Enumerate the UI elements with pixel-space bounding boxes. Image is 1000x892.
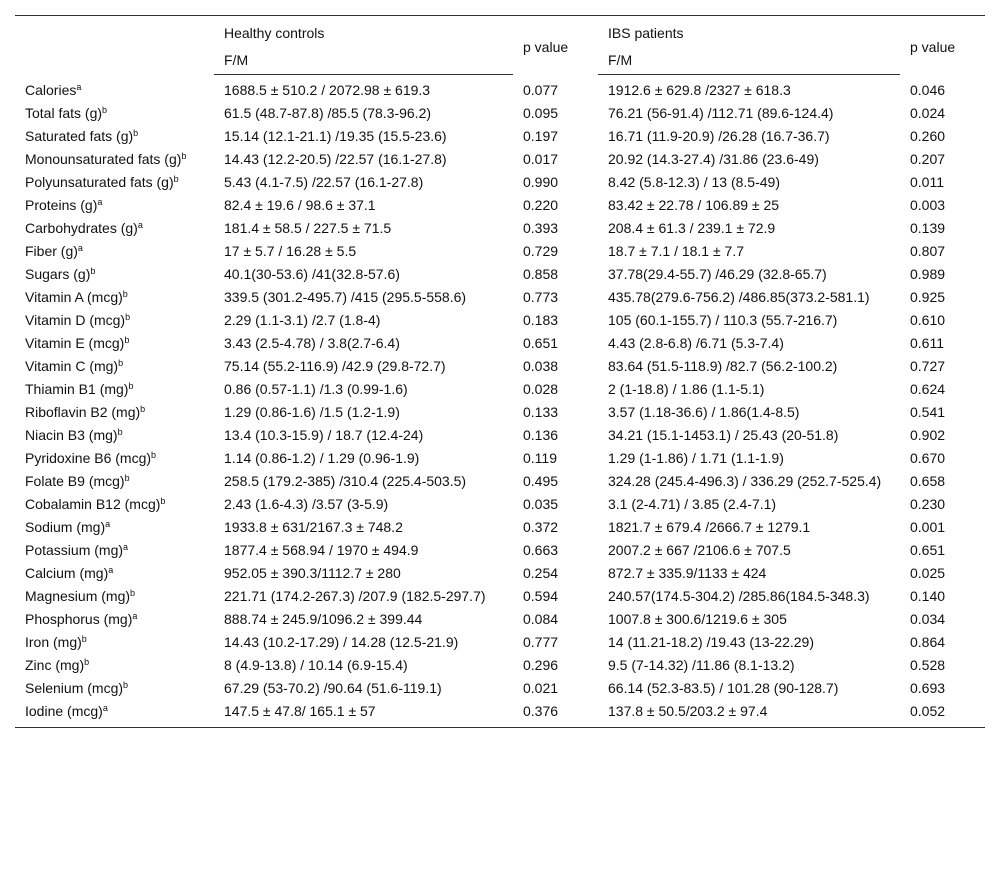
nutrient-footnote-marker: b (124, 473, 130, 483)
nutrient-name (15, 148, 214, 171)
healthy-controls-p-value: 0.095 (523, 105, 559, 121)
header-sex-ibs: F/M (598, 47, 900, 75)
ibs-patients-value: 240.57(174.5-304.2) /285.86(184.5-348.3) (608, 588, 870, 604)
healthy-controls-p-value: 0.220 (523, 197, 559, 213)
table-row (15, 516, 985, 539)
nutrient-label: Calcium (mg) (25, 565, 109, 581)
ibs-patients-value: 83.64 (51.5-118.9) /82.7 (56.2-100.2) (608, 358, 838, 374)
nutrient-footnote-marker: b (118, 358, 124, 368)
table-row (15, 585, 985, 608)
healthy-controls-value: 258.5 (179.2-385) /310.4 (225.4-503.5) (224, 473, 467, 489)
nutrient-label: Vitamin D (mcg) (25, 312, 126, 328)
nutrient-label: Fiber (g) (25, 243, 78, 259)
ibs-patients-value: 3.57 (1.18-36.6) / 1.86(1.4-8.5) (608, 404, 800, 420)
table-row (15, 75, 985, 103)
healthy-controls-value: 82.4 ± 19.6 / 98.6 ± 37.1 (224, 197, 376, 213)
healthy-controls-p-value: 0.990 (523, 174, 559, 190)
nutrient-label: Phosphorus (mg) (25, 611, 133, 627)
nutrient-label: Total fats (g) (25, 105, 103, 121)
ibs-patients-value: 3.1 (2-4.71) / 3.85 (2.4-7.1) (608, 496, 777, 512)
header-healthy-controls: Healthy controls (224, 25, 325, 41)
nutrient-footnote-marker: a (132, 611, 138, 621)
nutrient-footnote-marker: b (140, 404, 146, 414)
ibs-patients-p-value: 0.670 (910, 450, 946, 466)
nutrient-label: Carbohydrates (g) (25, 220, 138, 236)
ibs-patients-value: 2007.2 ± 667 /2106.6 ± 707.5 (608, 542, 791, 558)
nutrient-name (15, 263, 214, 286)
healthy-controls-value: 14.43 (12.2-20.5) /22.57 (16.1-27.8) (224, 151, 447, 167)
ibs-patients-value: 83.42 ± 22.78 / 106.89 ± 25 (608, 197, 780, 213)
table-row (15, 355, 985, 378)
table-row (15, 470, 985, 493)
healthy-controls-value: 952.05 ± 390.3/1112.7 ± 280 (224, 565, 401, 581)
nutrient-label: Pyridoxine B6 (mcg) (25, 450, 152, 466)
healthy-controls-p-value: 0.729 (523, 243, 559, 259)
ibs-patients-value: 105 (60.1-155.7) / 110.3 (55.7-216.7) (608, 312, 838, 328)
table-row (15, 493, 985, 516)
table-row (15, 562, 985, 585)
ibs-patients-p-value: 0.693 (910, 680, 946, 696)
table-row (15, 102, 985, 125)
nutrient-label: Cobalamin B12 (mcg) (25, 496, 161, 512)
ibs-patients-p-value: 0.011 (910, 174, 944, 190)
table-row (15, 447, 985, 470)
ibs-patients-p-value: 0.003 (910, 197, 946, 213)
nutrient-footnote-marker: b (123, 680, 129, 690)
table-row (15, 332, 985, 355)
nutrient-label: Iron (mg) (25, 634, 82, 650)
nutrient-name (15, 424, 214, 447)
healthy-controls-value: 888.74 ± 245.9/1096.2 ± 399.44 (224, 611, 423, 627)
healthy-controls-p-value: 0.077 (523, 81, 559, 98)
nutrient-label: Sodium (mg) (25, 519, 106, 535)
healthy-controls-p-value: 0.495 (523, 473, 559, 489)
ibs-patients-value: 208.4 ± 61.3 / 239.1 ± 72.9 (608, 220, 776, 236)
ibs-patients-p-value: 0.541 (910, 404, 946, 420)
nutrient-label: Niacin B3 (mg) (25, 427, 118, 443)
nutrient-name (15, 102, 214, 125)
healthy-controls-value: 15.14 (12.1-21.1) /19.35 (15.5-23.6) (224, 128, 447, 144)
nutrient-footnote-marker: b (124, 335, 130, 345)
ibs-patients-value: 1821.7 ± 679.4 /2666.7 ± 1279.1 (608, 519, 811, 535)
ibs-patients-p-value: 0.260 (910, 128, 946, 144)
table-row (15, 608, 985, 631)
ibs-patients-p-value: 0.611 (910, 335, 944, 351)
table-row (15, 217, 985, 240)
nutrient-label: Folate B9 (mcg) (25, 473, 125, 489)
ibs-patients-value: 2 (1-18.8) / 1.86 (1.1-5.1) (608, 381, 765, 397)
ibs-patients-p-value: 0.024 (910, 105, 946, 121)
table-row (15, 263, 985, 286)
nutrient-label: Sugars (g) (25, 266, 91, 282)
ibs-patients-value: 435.78(279.6-756.2) /486.85(373.2-581.1) (608, 289, 870, 305)
header-p-value-1: p value (523, 38, 569, 55)
nutrient-name (15, 539, 214, 562)
ibs-patients-value: 16.71 (11.9-20.9) /26.28 (16.7-36.7) (608, 128, 830, 144)
ibs-patients-p-value: 0.139 (910, 220, 946, 236)
healthy-controls-value: 13.4 (10.3-15.9) / 18.7 (12.4-24) (224, 427, 424, 443)
ibs-patients-value: 66.14 (52.3-83.5) / 101.28 (90-128.7) (608, 680, 839, 696)
nutrient-footnote-marker: a (102, 703, 108, 713)
healthy-controls-value: 3.43 (2.5-4.78) / 3.8(2.7-6.4) (224, 335, 400, 351)
nutrient-footnote-marker: b (128, 381, 134, 391)
table-row (15, 654, 985, 677)
nutrient-name (15, 240, 214, 263)
nutrient-name (15, 608, 214, 631)
nutrient-footnote-marker: a (137, 220, 143, 230)
ibs-patients-value: 1912.6 ± 629.8 /2327 ± 618.3 (608, 82, 791, 98)
healthy-controls-p-value: 0.084 (523, 611, 559, 627)
nutrient-label: Vitamin C (mg) (25, 358, 119, 374)
ibs-patients-value: 4.43 (2.8-6.8) /6.71 (5.3-7.4) (608, 335, 784, 351)
nutrient-footnote-marker: a (97, 197, 103, 207)
nutrient-name (15, 585, 214, 608)
nutrient-footnote-marker: a (76, 81, 82, 92)
ibs-patients-value: 37.78(29.4-55.7) /46.29 (32.8-65.7) (608, 266, 827, 282)
ibs-patients-value: 1007.8 ± 300.6/1219.6 ± 305 (608, 611, 787, 627)
ibs-patients-p-value: 0.046 (910, 81, 946, 98)
nutrient-label: Saturated fats (g) (25, 128, 134, 144)
table-row (15, 171, 985, 194)
ibs-patients-value: 8.42 (5.8-12.3) / 13 (8.5-49) (608, 174, 780, 190)
header-empty-cell (15, 47, 214, 75)
nutrient-name (15, 516, 214, 539)
ibs-patients-p-value: 0.025 (910, 565, 946, 581)
ibs-patients-p-value: 0.807 (910, 243, 946, 259)
healthy-controls-value: 181.4 ± 58.5 / 227.5 ± 71.5 (224, 220, 392, 236)
nutrient-label: Riboflavin B2 (mg) (25, 404, 141, 420)
ibs-patients-p-value: 0.902 (910, 427, 946, 443)
nutrient-name (15, 677, 214, 700)
healthy-controls-p-value: 0.773 (523, 289, 559, 305)
healthy-controls-value: 1877.4 ± 568.94 / 1970 ± 494.9 (224, 542, 419, 558)
healthy-controls-value: 14.43 (10.2-17.29) / 14.28 (12.5-21.9) (224, 634, 459, 650)
table-row (15, 424, 985, 447)
healthy-controls-value: 67.29 (53-70.2) /90.64 (51.6-119.1) (224, 680, 442, 696)
healthy-controls-p-value: 0.017 (523, 151, 559, 167)
healthy-controls-value: 8 (4.9-13.8) / 10.14 (6.9-15.4) (224, 657, 408, 673)
nutrient-name (15, 217, 214, 240)
nutrient-footnote-marker: b (117, 427, 123, 437)
nutrient-footnote-marker: b (133, 128, 139, 138)
nutrient-name (15, 194, 214, 217)
nutrient-footnote-marker: b (122, 289, 128, 299)
healthy-controls-p-value: 0.035 (523, 496, 559, 512)
ibs-patients-p-value: 0.925 (910, 289, 946, 305)
nutrient-footnote-marker: b (125, 312, 131, 322)
healthy-controls-p-value: 0.594 (523, 588, 559, 604)
nutrient-footnote-marker: a (105, 519, 111, 529)
nutrient-label: Zinc (mg) (25, 657, 85, 673)
ibs-patients-p-value: 0.864 (910, 634, 946, 650)
healthy-controls-p-value: 0.372 (523, 519, 559, 535)
nutrient-footnote-marker: b (90, 266, 96, 276)
healthy-controls-p-value: 0.183 (523, 312, 559, 328)
ibs-patients-value: 76.21 (56-91.4) /112.71 (89.6-124.4) (608, 105, 834, 121)
table-row (15, 309, 985, 332)
healthy-controls-value: 61.5 (48.7-87.8) /85.5 (78.3-96.2) (224, 105, 432, 121)
table-row (15, 700, 985, 728)
healthy-controls-value: 0.86 (0.57-1.1) /1.3 (0.99-1.6) (224, 381, 408, 397)
nutrient-footnote-marker: a (77, 243, 83, 253)
healthy-controls-value: 40.1(30-53.6) /41(32.8-57.6) (224, 266, 400, 282)
healthy-controls-value: 1688.5 ± 510.2 / 2072.98 ± 619.3 (224, 82, 431, 98)
healthy-controls-p-value: 0.028 (523, 381, 559, 397)
ibs-patients-value: 20.92 (14.3-27.4) /31.86 (23.6-49) (608, 151, 819, 167)
ibs-patients-p-value: 0.624 (910, 381, 946, 397)
table-row (15, 631, 985, 654)
nutrient-name (15, 125, 214, 148)
ibs-patients-value: 34.21 (15.1-1453.1) / 25.43 (20-51.8) (608, 427, 839, 443)
table-row (15, 286, 985, 309)
healthy-controls-p-value: 0.038 (523, 358, 559, 374)
nutrient-footnote-marker: b (102, 105, 108, 115)
nutrient-label: Thiamin B1 (mg) (25, 381, 129, 397)
nutrient-label: Vitamin A (mcg) (25, 289, 123, 305)
healthy-controls-p-value: 0.296 (523, 657, 559, 673)
healthy-controls-p-value: 0.376 (523, 703, 559, 719)
table-row (15, 677, 985, 700)
ibs-patients-p-value: 0.989 (910, 266, 946, 282)
nutrient-name (15, 700, 214, 728)
ibs-patients-p-value: 0.230 (910, 496, 946, 512)
healthy-controls-value: 221.71 (174.2-267.3) /207.9 (182.5-297.7) (224, 588, 486, 604)
ibs-patients-value: 324.28 (245.4-496.3) / 336.29 (252.7-525.4) (608, 473, 882, 489)
table-row (15, 148, 985, 171)
healthy-controls-p-value: 0.254 (523, 565, 559, 581)
nutrient-name (15, 286, 214, 309)
nutrient-label: Magnesium (mg) (25, 588, 131, 604)
ibs-patients-p-value: 0.528 (910, 657, 946, 673)
ibs-patients-p-value: 0.140 (910, 588, 946, 604)
healthy-controls-p-value: 0.119 (523, 450, 557, 466)
healthy-controls-value: 75.14 (55.2-116.9) /42.9 (29.8-72.7) (224, 358, 446, 374)
nutrient-name (15, 447, 214, 470)
table-body (15, 75, 985, 728)
healthy-controls-value: 17 ± 5.7 / 16.28 ± 5.5 (224, 243, 357, 259)
nutrient-name (15, 332, 214, 355)
nutrient-name (15, 654, 214, 677)
ibs-patients-p-value: 0.658 (910, 473, 946, 489)
ibs-patients-p-value: 0.034 (910, 611, 946, 627)
healthy-controls-value: 1.29 (0.86-1.6) /1.5 (1.2-1.9) (224, 404, 400, 420)
ibs-patients-p-value: 0.207 (910, 151, 946, 167)
nutrient-name (15, 171, 214, 194)
header-row-groups (15, 16, 985, 48)
ibs-patients-value: 18.7 ± 7.1 / 18.1 ± 7.7 (608, 243, 745, 259)
ibs-patients-p-value: 0.052 (910, 703, 946, 719)
header-p-value-2: p value (910, 38, 956, 55)
nutrient-footnote-marker: a (108, 565, 114, 575)
nutrient-label: Iodine (mcg) (25, 703, 103, 719)
nutrient-label: Calories (25, 81, 77, 98)
nutrient-name (15, 401, 214, 424)
header-empty-cell (15, 16, 214, 48)
nutrient-footnote-marker: b (173, 174, 179, 184)
healthy-controls-p-value: 0.021 (523, 680, 559, 696)
nutrient-footnote-marker: a (123, 542, 129, 552)
nutrient-name (15, 493, 214, 516)
nutrient-intake-table (15, 15, 985, 728)
healthy-controls-value: 1.14 (0.86-1.2) / 1.29 (0.96-1.9) (224, 450, 420, 466)
table-row (15, 125, 985, 148)
healthy-controls-p-value: 0.777 (523, 634, 559, 650)
ibs-patients-p-value: 0.001 (910, 519, 946, 535)
healthy-controls-p-value: 0.651 (523, 335, 559, 351)
nutrient-label: Potassium (mg) (25, 542, 124, 558)
nutrient-label: Selenium (mcg) (25, 680, 124, 696)
ibs-patients-p-value: 0.727 (910, 358, 946, 374)
healthy-controls-value: 1933.8 ± 631/2167.3 ± 748.2 (224, 519, 403, 535)
nutrient-name (15, 309, 214, 332)
nutrient-footnote-marker: b (81, 634, 87, 644)
healthy-controls-p-value: 0.663 (523, 542, 559, 558)
nutrient-footnote-marker: b (151, 450, 157, 460)
healthy-controls-p-value: 0.133 (523, 404, 559, 420)
nutrient-footnote-marker: b (181, 151, 187, 161)
healthy-controls-value: 2.29 (1.1-3.1) /2.7 (1.8-4) (224, 312, 381, 328)
table-row (15, 378, 985, 401)
nutrient-name (15, 355, 214, 378)
table-row (15, 194, 985, 217)
nutrient-name (15, 75, 214, 103)
nutrient-label: Vitamin E (mcg) (25, 335, 125, 351)
table-row (15, 539, 985, 562)
nutrient-name (15, 470, 214, 493)
nutrient-footnote-marker: b (130, 588, 136, 598)
ibs-patients-value: 137.8 ± 50.5/203.2 ± 97.4 (608, 703, 768, 719)
healthy-controls-p-value: 0.197 (523, 128, 559, 144)
healthy-controls-value: 5.43 (4.1-7.5) /22.57 (16.1-27.8) (224, 174, 424, 190)
nutrient-label: Polyunsaturated fats (g) (25, 174, 174, 190)
ibs-patients-value: 1.29 (1-1.86) / 1.71 (1.1-1.9) (608, 450, 784, 466)
header-ibs-patients: IBS patients (608, 25, 684, 41)
healthy-controls-p-value: 0.136 (523, 427, 559, 443)
header-sex-healthy: F/M (214, 47, 513, 75)
nutrient-label: Monounsaturated fats (g) (25, 151, 182, 167)
table-row (15, 401, 985, 424)
ibs-patients-value: 872.7 ± 335.9/1133 ± 424 (608, 565, 767, 581)
healthy-controls-p-value: 0.393 (523, 220, 559, 236)
header-row-sex (15, 47, 985, 75)
nutrient-label: Proteins (g) (25, 197, 98, 213)
healthy-controls-value: 147.5 ± 47.8/ 165.1 ± 57 (224, 703, 376, 719)
nutrient-name (15, 378, 214, 401)
nutrient-footnote-marker: b (160, 496, 166, 506)
healthy-controls-value: 2.43 (1.6-4.3) /3.57 (3-5.9) (224, 496, 389, 512)
nutrient-name (15, 631, 214, 654)
ibs-patients-value: 9.5 (7-14.32) /11.86 (8.1-13.2) (608, 657, 795, 673)
ibs-patients-p-value: 0.610 (910, 312, 946, 328)
nutrient-name (15, 562, 214, 585)
nutrient-footnote-marker: b (84, 657, 90, 667)
ibs-patients-value: 14 (11.21-18.2) /19.43 (13-22.29) (608, 634, 814, 650)
healthy-controls-value: 339.5 (301.2-495.7) /415 (295.5-558.6) (224, 289, 467, 305)
ibs-patients-p-value: 0.651 (910, 542, 946, 558)
table-row (15, 240, 985, 263)
healthy-controls-p-value: 0.858 (523, 266, 559, 282)
